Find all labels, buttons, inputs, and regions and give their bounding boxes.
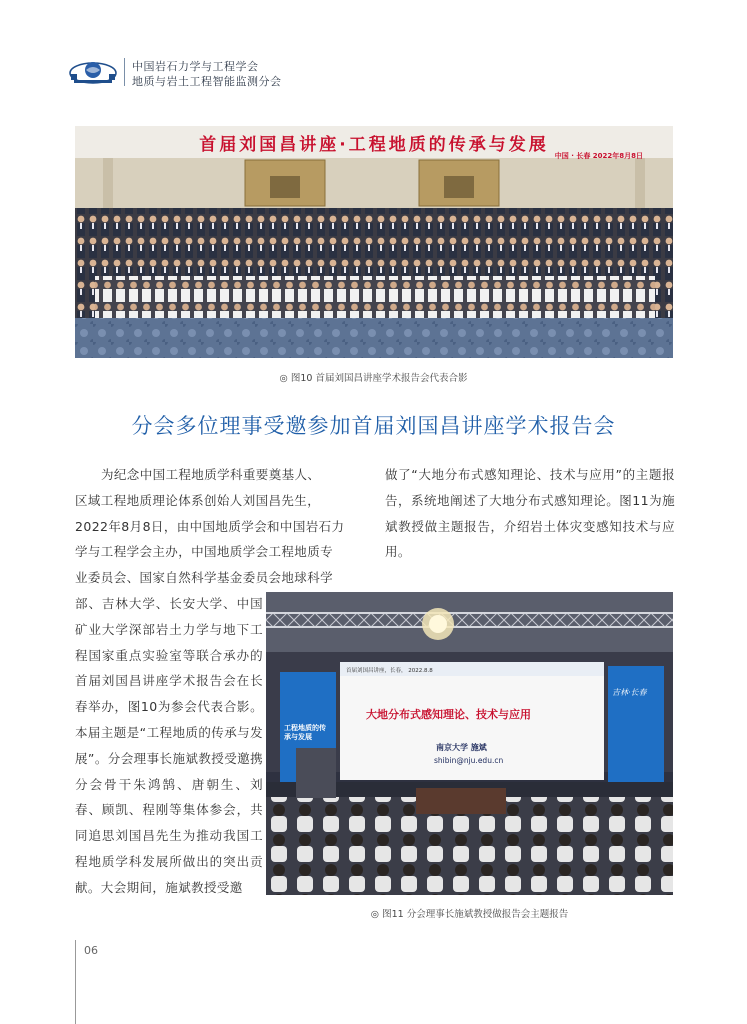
text-line: 区域工程地质理论体系创始人刘国昌先生， xyxy=(75,492,321,508)
text-line: 为纪念中国工程地质学科重要奠基人、 xyxy=(101,467,321,482)
slide-email: shibin@nju.edu.cn xyxy=(434,756,504,765)
text-line: 业委员会、国家自然科学基金委员会地球科学 xyxy=(75,570,334,586)
footer-divider xyxy=(75,940,76,1024)
slide-header: 首届刘国昌讲座，长春， 2022.8.8 xyxy=(346,668,433,674)
group-photo xyxy=(75,126,673,358)
right-banner-text: 吉林·长春 xyxy=(612,688,647,697)
paragraph-left-top xyxy=(75,462,365,591)
figure11-caption: ◎ 图11 分会理事长施斌教授做报告会主题报告 xyxy=(370,909,569,920)
keynote-photo xyxy=(266,592,673,895)
society-logo xyxy=(68,58,118,86)
paragraph-right: 做了“大地分布式感知理论、技术与应用”的主题报告，系统地阐述了大地分布式感知理论。图11为施斌教授做主题报告，介绍岩土体灾变感知技术与应用。 xyxy=(385,467,675,560)
page-number: 06 xyxy=(84,944,98,957)
left-banner-text: 工程地质的传承与发展 xyxy=(284,724,326,741)
banner-subtitle: 中国 · 长春 2022年8月8日 xyxy=(554,152,643,160)
banner-title: 首届刘国昌讲座·工程地质的传承与发展 xyxy=(199,135,549,155)
figure10-caption: ◎ 图10 首届刘国昌讲座学术报告会代表合影 xyxy=(279,373,468,384)
header-divider xyxy=(124,58,125,86)
org-name-line2: 地质与岩土工程智能监测分会 xyxy=(132,75,282,88)
slide-title: 大地分布式感知理论、技术与应用 xyxy=(366,708,531,721)
paragraph-left-narrow: 部、吉林大学、长安大学、中国矿业大学深部岩土力学与地下工程国家重点实验室等联合承办的首届刘国昌讲座学术报告会在长春举办，图10为参会代表合影。本届主题是“工程地质的传承与发展”。分会理事长施斌教授受邀携分会骨干朱鸿鹄、唐朝生、刘春、顾凯、程刚等集体参会，共同追思刘国昌先生为推动我国工程地质学科发展所做出的突出贡献。大会期间，施斌教授受邀 xyxy=(75,596,263,895)
text-line: 学与工程学会主办，中国地质学会工程地质专 xyxy=(75,544,334,560)
article-title: 分会多位理事受邀参加首届刘国昌讲座学术报告会 xyxy=(131,414,616,438)
text-line: 2022年8月8日，由中国地质学会和中国岩石力 xyxy=(75,518,345,534)
org-name-line1: 中国岩石力学与工程学会 xyxy=(132,60,259,73)
slide-presenter: 南京大学 施斌 xyxy=(436,743,487,752)
